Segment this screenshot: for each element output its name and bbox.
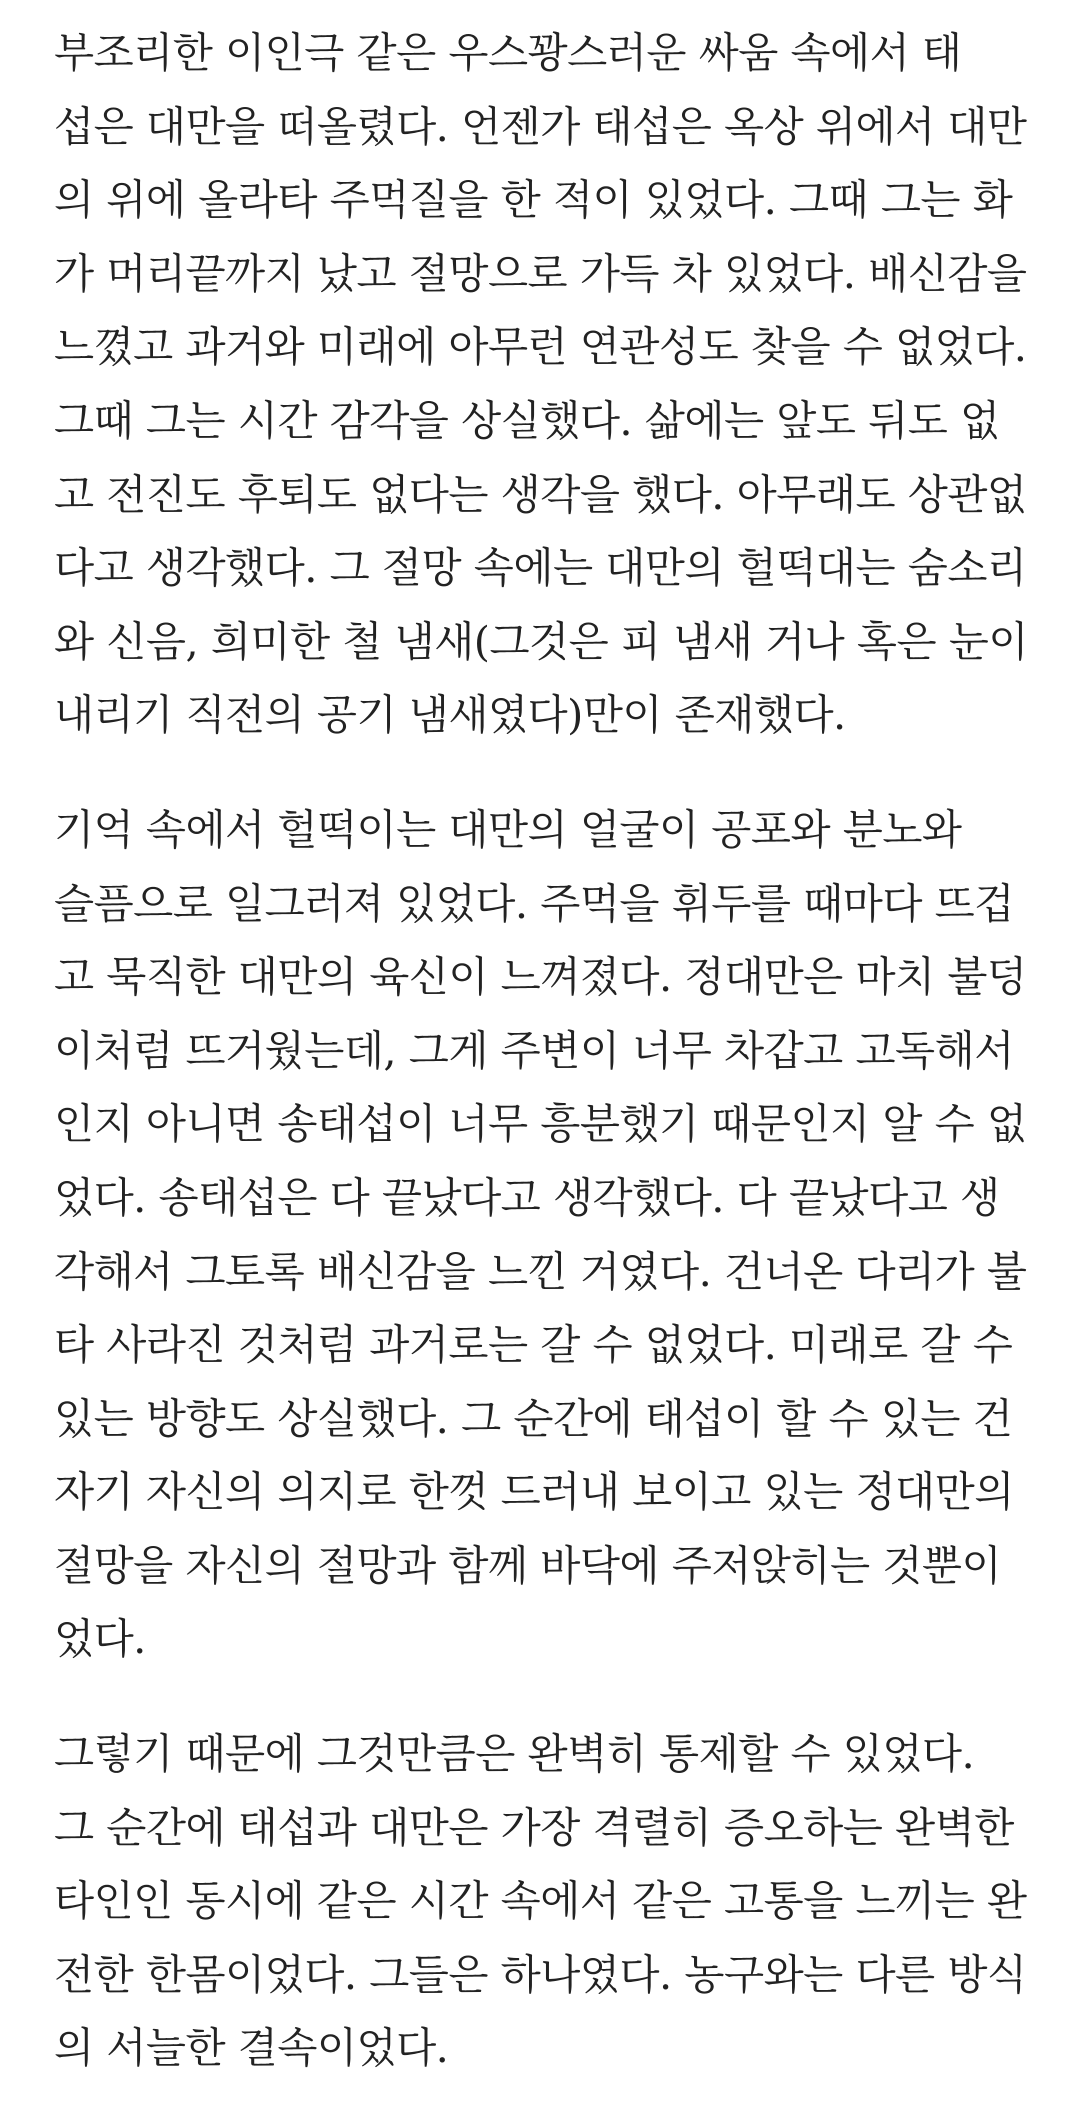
- paragraph-3: [54, 1717, 1025, 2085]
- text-line: 고 전진도 후퇴도 없다는 생각을 했다. 아무래도 상관없: [54, 469, 1027, 519]
- text-line: 절망을 자신의 절망과 함께 바닥에 주저앉히는 것뿐이: [54, 1540, 1002, 1590]
- text-line: 섭은 대만을 떠올렸다. 언젠가 태섭은 옥상 위에서 대만: [54, 101, 1027, 151]
- text-line: 내리기 직전의 공기 냄새였다)만이 존재했다.: [54, 690, 846, 740]
- text-line: 자기 자신의 의지로 한껏 드러내 보이고 있는 정대만의: [54, 1467, 1014, 1517]
- paragraph-1: [54, 16, 1028, 752]
- text-line: 의 서늘한 결속이었다.: [54, 2023, 449, 2073]
- text-line: 가 머리끝까지 났고 절망으로 가득 차 있었다. 배신감을: [54, 248, 1027, 298]
- text-line: 그 순간에 태섭과 대만은 가장 격렬히 증오하는 완벽한: [54, 1802, 1014, 1852]
- text-line: 타 사라진 것처럼 과거로는 갈 수 없었다. 미래로 갈 수: [54, 1320, 1013, 1370]
- text-line: 의 위에 올라타 주먹질을 한 적이 있었다. 그때 그는 화: [54, 175, 1013, 225]
- document-body: [54, 16, 1028, 2085]
- text-line: 기억 속에서 헐떡이는 대만의 얼굴이 공포와 분노와: [54, 804, 962, 854]
- text-line: 각해서 그토록 배신감을 느낀 거였다. 건너온 다리가 불: [54, 1246, 1027, 1296]
- text-line: 고 묵직한 대만의 육신이 느껴졌다. 정대만은 마치 불덩: [54, 952, 1027, 1002]
- text-line: 있는 방향도 상실했다. 그 순간에 태섭이 할 수 있는 건: [54, 1393, 1013, 1443]
- text-line: 느꼈고 과거와 미래에 아무런 연관성도 찾을 수 없었다.: [54, 322, 1027, 372]
- text-line: 와 신음, 희미한 철 냄새(그것은 피 냄새 거나 혹은 눈이: [54, 616, 1028, 666]
- text-line: 슬픔으로 일그러져 있었다. 주먹을 휘두를 때마다 뜨겁: [54, 878, 1014, 928]
- text-line: 었다. 송태섭은 다 끝났다고 생각했다. 다 끝났다고 생: [54, 1172, 1000, 1222]
- text-line: 부조리한 이인극 같은 우스꽝스러운 싸움 속에서 태: [54, 28, 962, 77]
- text-line: 전한 한몸이었다. 그들은 하나였다. 농구와는 다른 방식: [54, 1949, 1027, 1999]
- text-line: 그렇기 때문에 그것만큼은 완벽히 통제할 수 있었다.: [54, 1729, 975, 1779]
- text-line: 다고 생각했다. 그 절망 속에는 대만의 헐떡대는 숨소리: [54, 543, 1027, 593]
- text-line: 그때 그는 시간 감각을 상실했다. 삶에는 앞도 뒤도 없: [54, 395, 1000, 445]
- text-line: 이처럼 뜨거웠는데, 그게 주변이 너무 차갑고 고독해서: [54, 1025, 1014, 1075]
- text-line: 었다.: [54, 1614, 146, 1664]
- paragraph-2: [54, 793, 1025, 1676]
- text-line: 타인인 동시에 같은 시간 속에서 같은 고통을 느끼는 완: [54, 1876, 1027, 1926]
- text-line: 인지 아니면 송태섭이 너무 흥분했기 때문인지 알 수 없: [54, 1099, 1027, 1149]
